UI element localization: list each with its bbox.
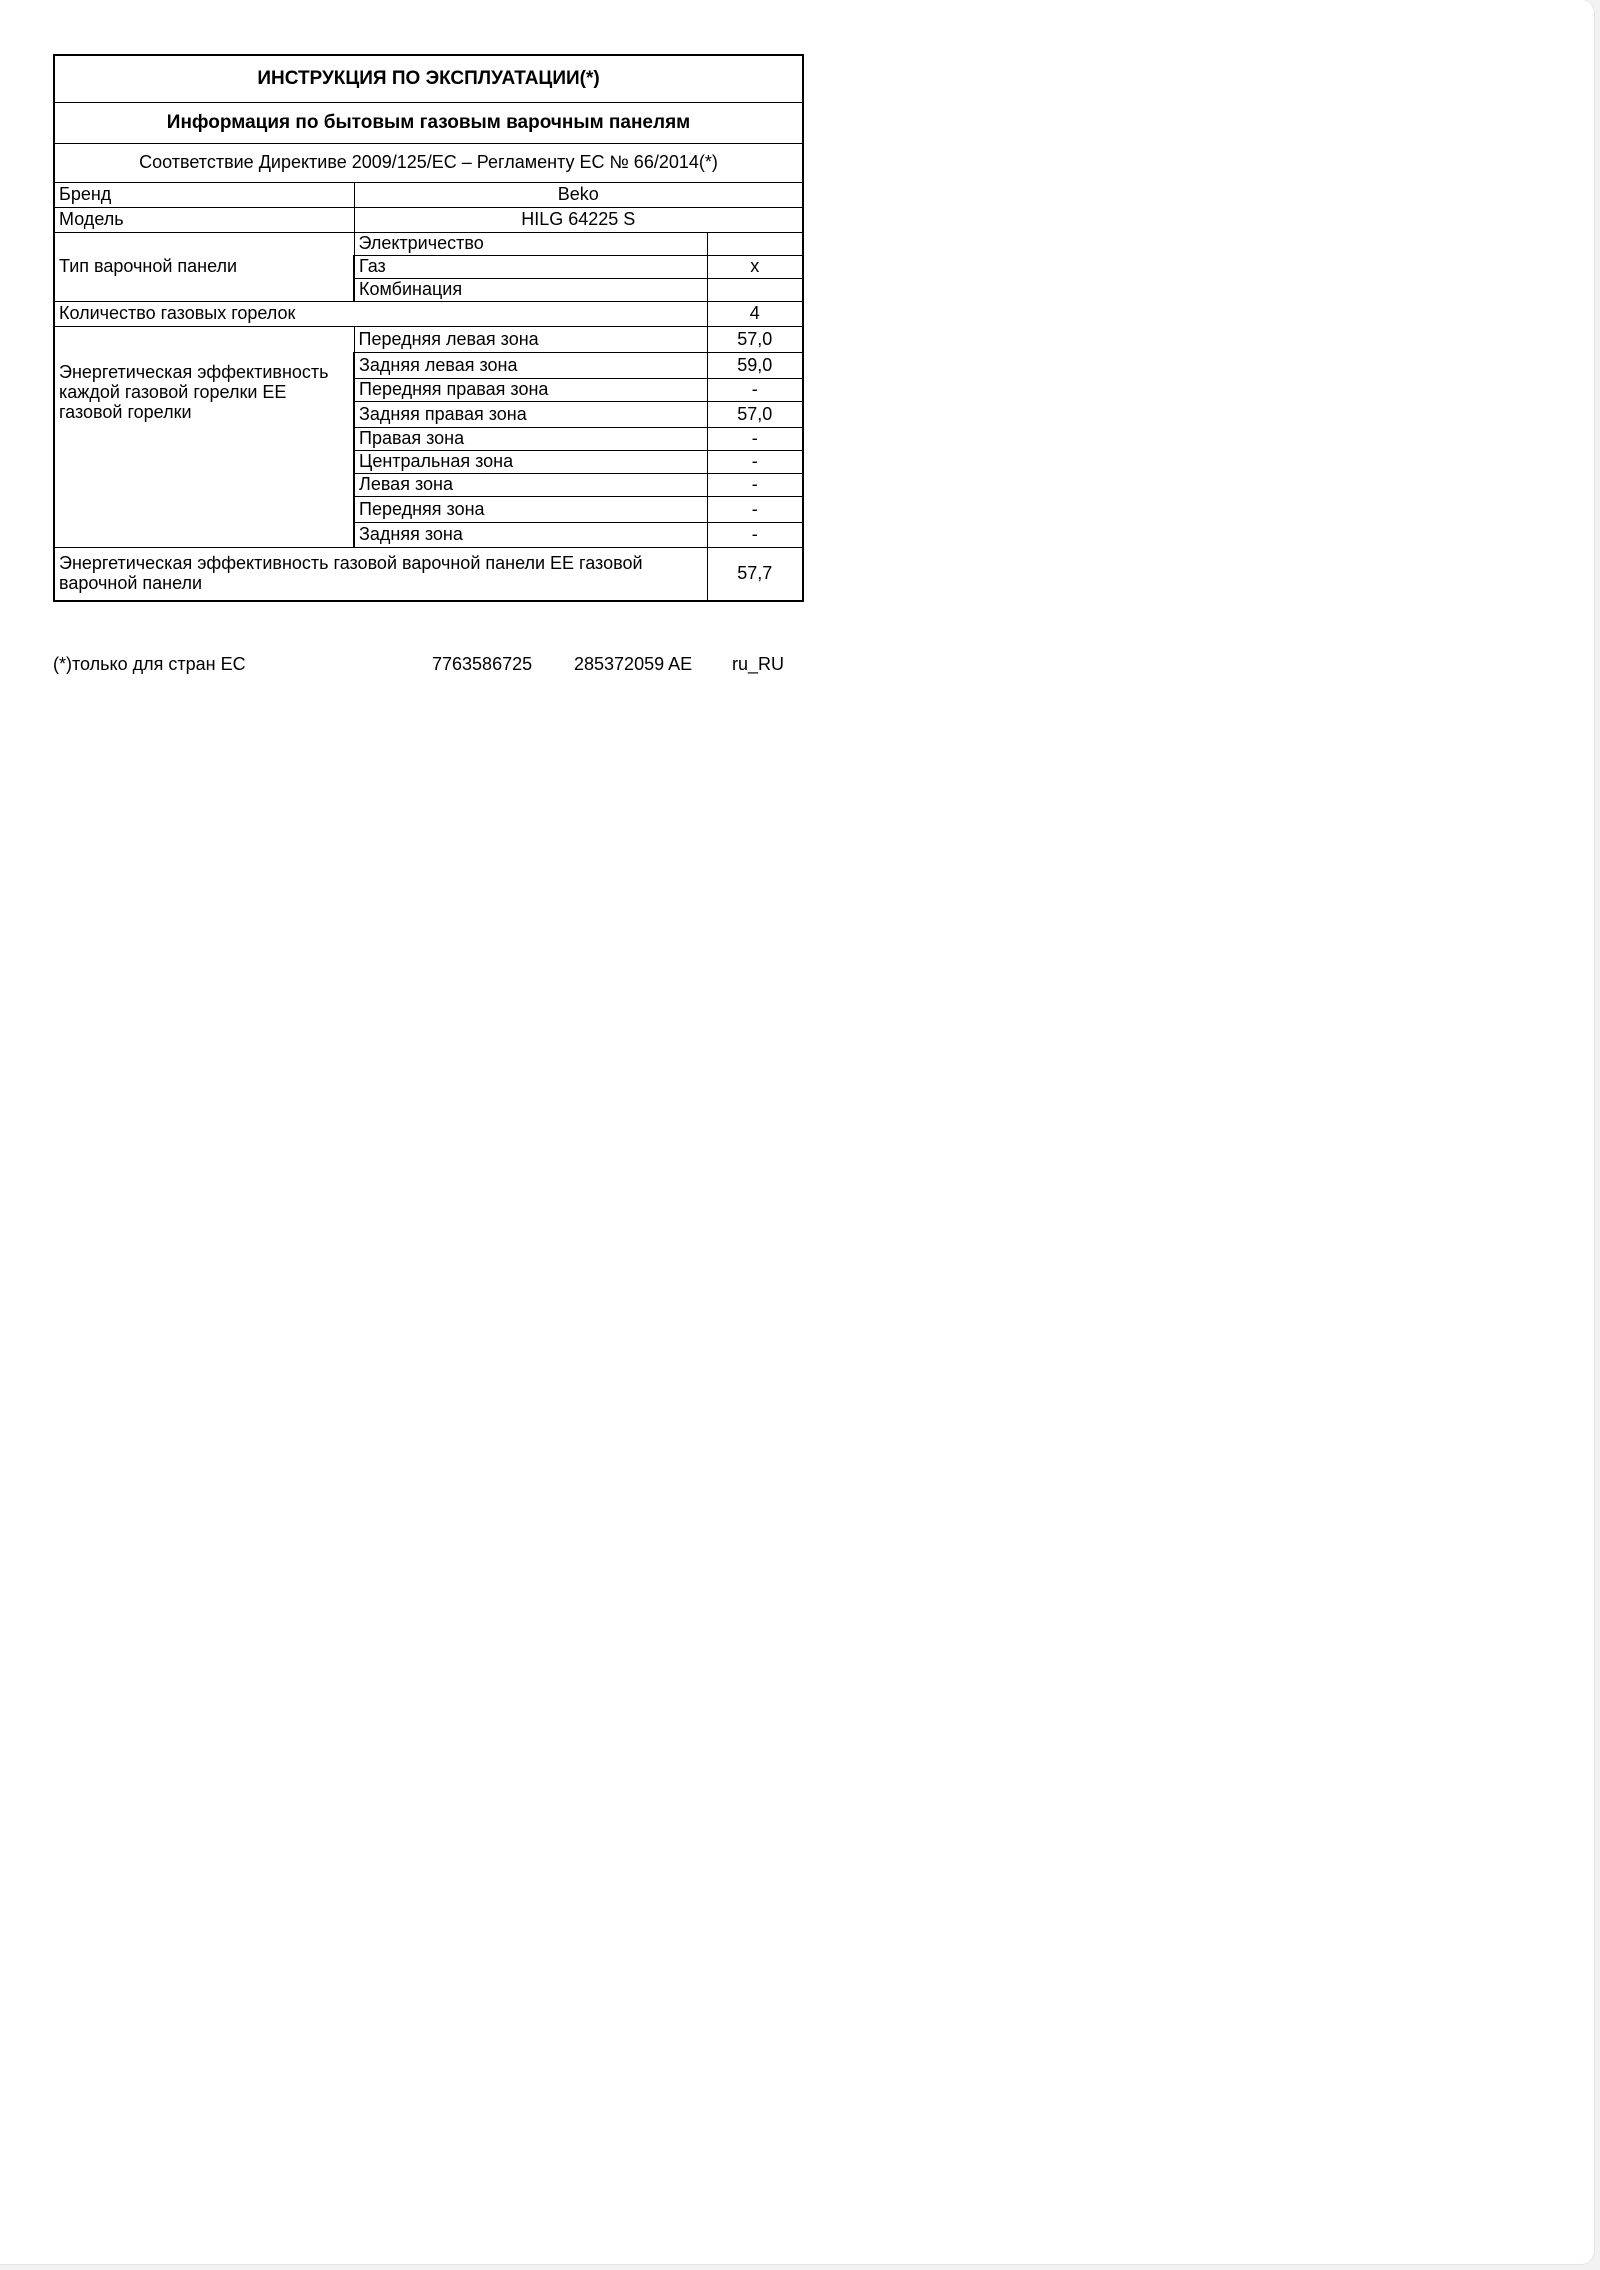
footnote: (*)только для стран ЕС [53,654,246,674]
compliance-line: Соответствие Директиве 2009/125/EC – Регламенту ЕС № 66/2014(*) [54,144,803,183]
burner-count-label: Количество газовых горелок [54,302,707,327]
zone-value: 57,0 [707,327,803,353]
burner-efficiency-label: Энергетическая эффективность каждой газовой горелки EE газовой горелки [54,327,354,548]
zone-value: - [707,451,803,474]
brand-value: Beko [354,183,803,208]
zone-label: Левая зона [354,474,707,497]
zone-value: - [707,523,803,548]
model-value: HILG 64225 S [354,208,803,233]
zone-label: Передняя правая зона [354,379,707,402]
zone-label: Задняя правая зона [354,402,707,428]
hob-type-option-label: Электричество [354,233,707,256]
hob-type-label: Тип варочной панели [54,233,354,302]
hob-type-option-label: Комбинация [354,279,707,302]
zone-label: Центральная зона [354,451,707,474]
document-footer [53,654,802,678]
energy-info-table [53,54,804,602]
zone-label: Передняя зона [354,497,707,523]
document-code: 7763586725 [432,654,533,674]
burner-count-value: 4 [707,302,803,327]
locale-code: ru_RU [732,654,785,674]
zone-value: - [707,379,803,402]
zone-value: 59,0 [707,353,803,379]
hob-type-option-value [707,279,803,302]
document-code-secondary: 285372059 AE [574,654,693,674]
model-label: Модель [54,208,354,233]
hob-efficiency-value: 57,7 [707,548,803,602]
zone-value: - [707,497,803,523]
document-title: ИНСТРУКЦИЯ ПО ЭКСПЛУАТАЦИИ(*) [54,55,803,103]
zone-value: 57,0 [707,402,803,428]
zone-label: Правая зона [354,428,707,451]
zone-label: Задняя левая зона [354,353,707,379]
zone-value: - [707,428,803,451]
hob-type-option-label: Газ [354,256,707,279]
document-subtitle: Информация по бытовым газовым варочным панелям [54,103,803,144]
zone-label: Передняя левая зона [354,327,707,353]
hob-type-option-value [707,233,803,256]
hob-type-option-value: x [707,256,803,279]
hob-efficiency-label: Энергетическая эффективность газовой варочной панели EE газовой варочной панели [54,548,707,602]
zone-label: Задняя зона [354,523,707,548]
zone-value: - [707,474,803,497]
brand-label: Бренд [54,183,354,208]
